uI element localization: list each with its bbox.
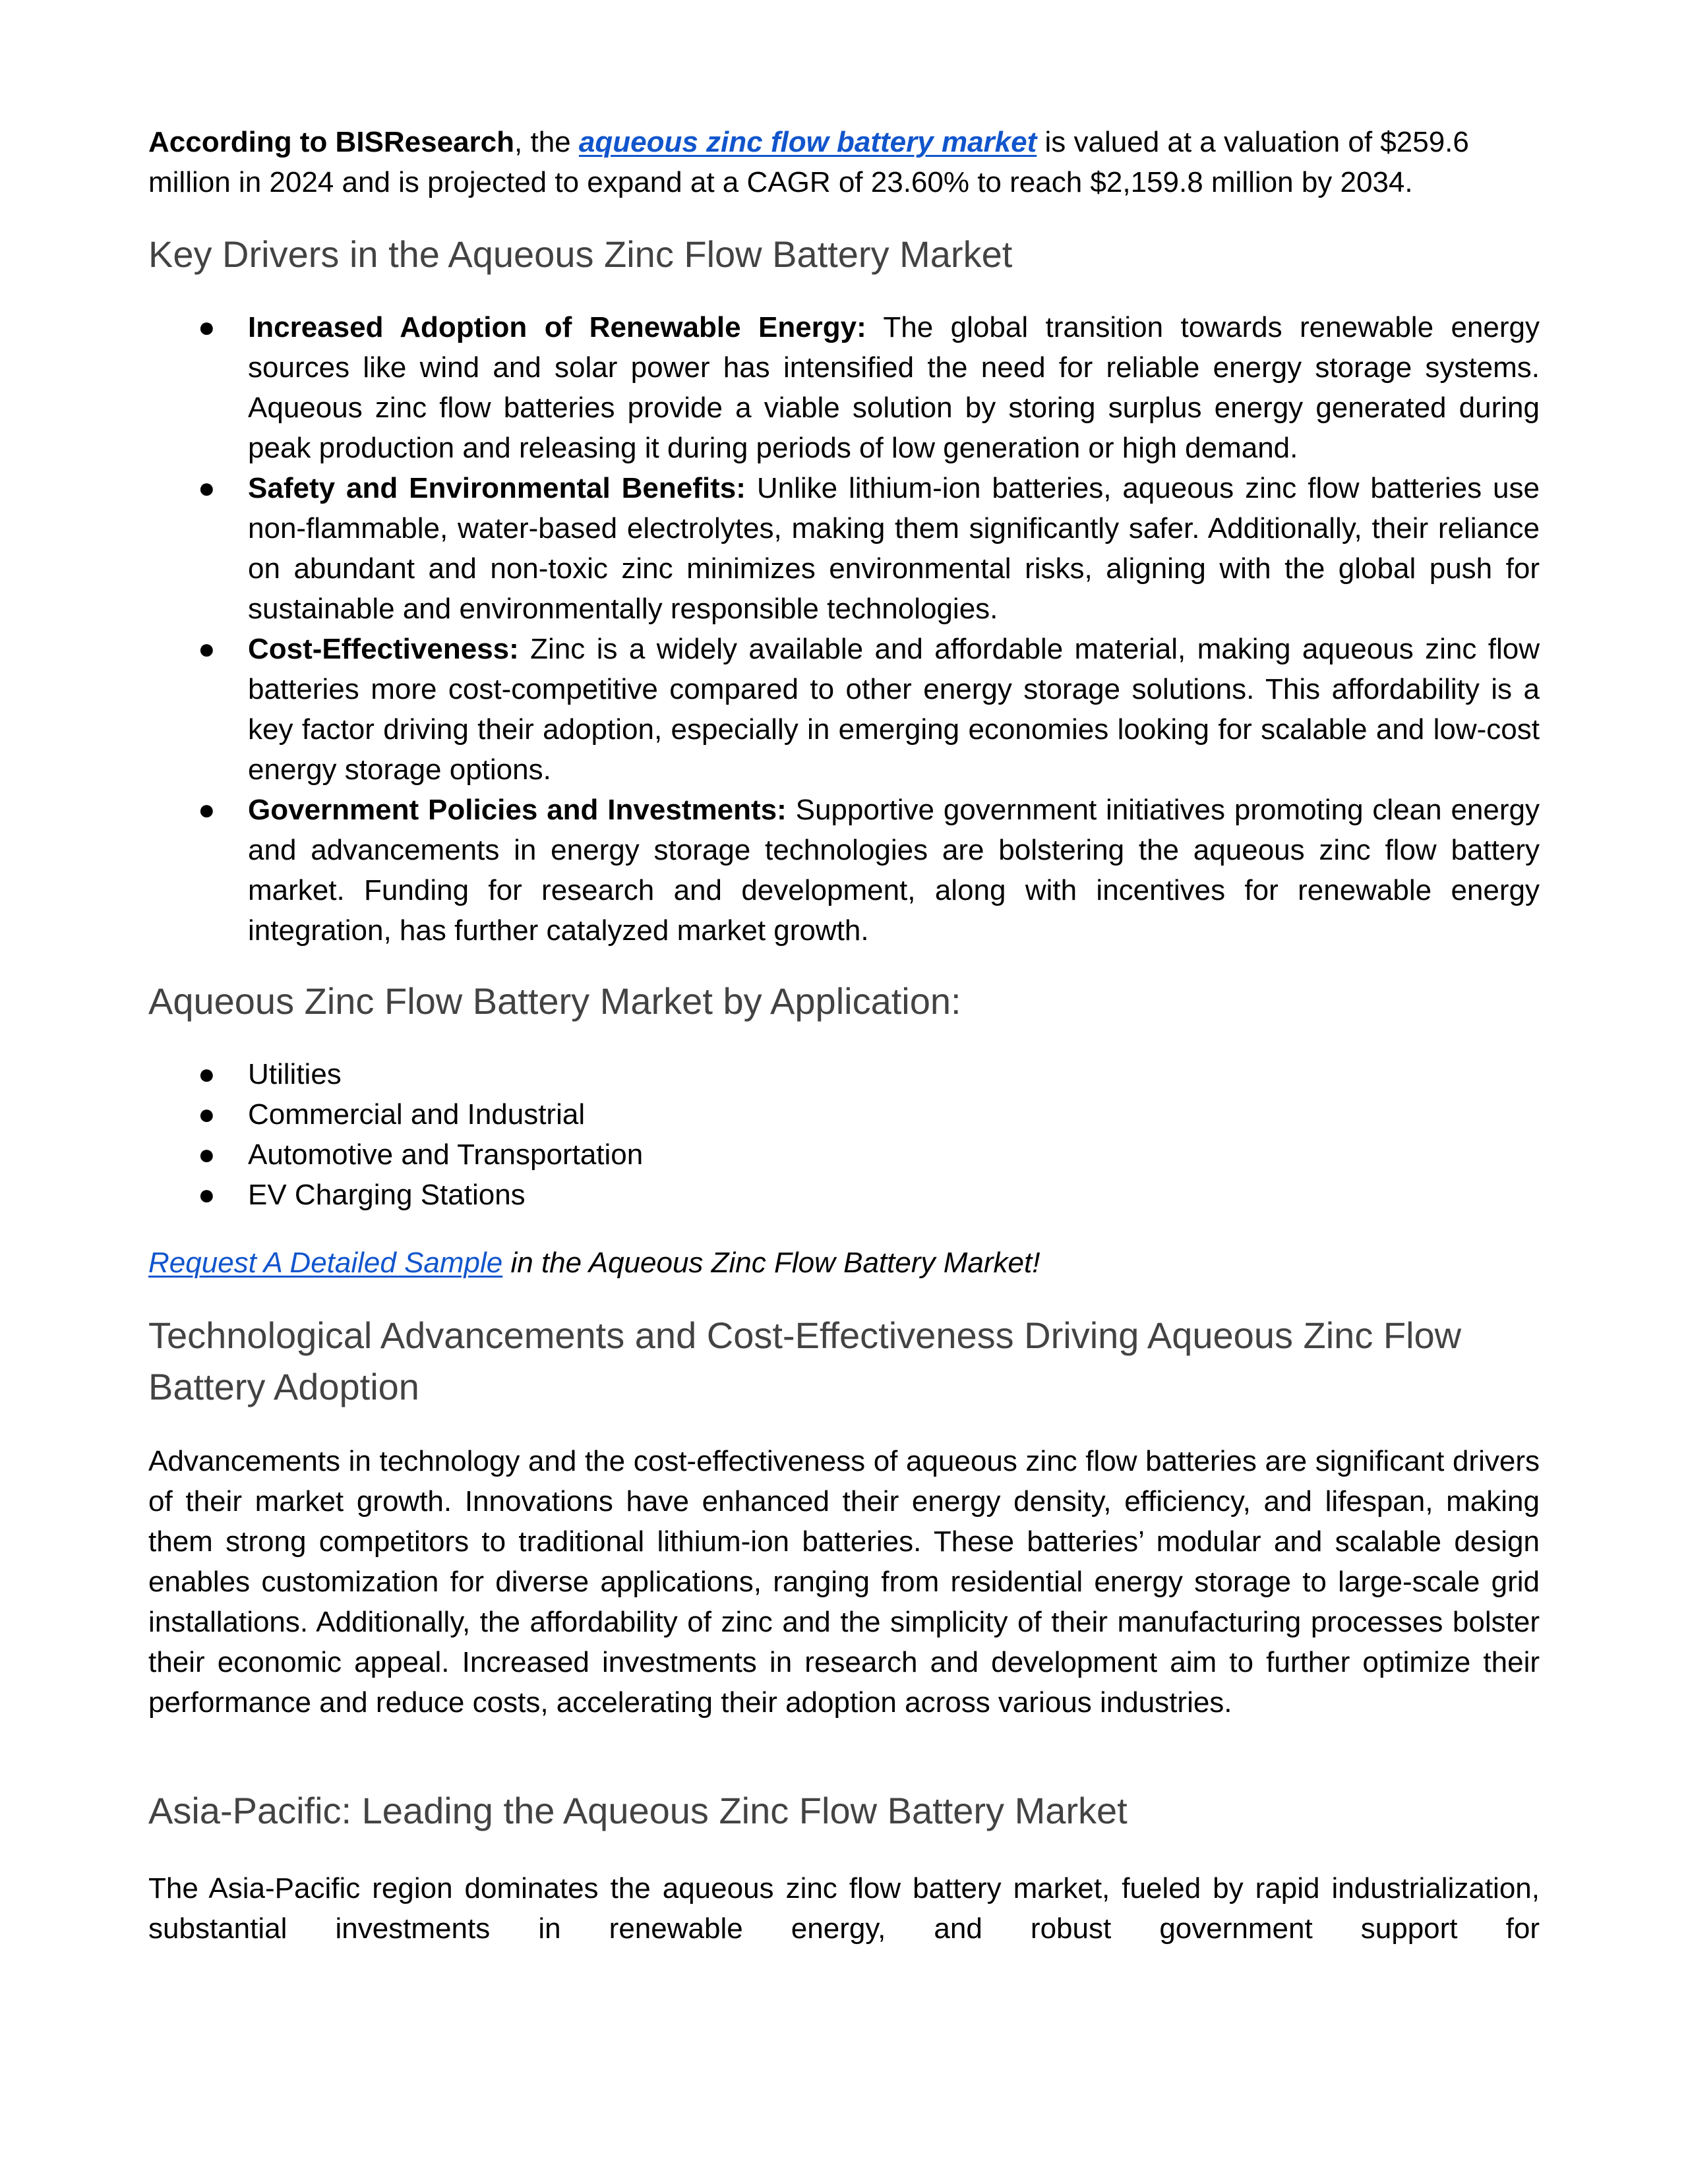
intro-text-b: is valued at a valuation of $259.6 million in 2024 and is projected to expand at a CAGR of 23.60% to reach $2,159.8 million by 2034. (148, 126, 1469, 198)
list-item (148, 1175, 1540, 1215)
heading-by-application: Aqueous Zinc Flow Battery Market by Application: (148, 980, 961, 1022)
bullet-icon: ● (198, 1138, 216, 1171)
application-item: Automotive and Transportation (248, 1138, 644, 1171)
heading-tech-advancements: Technological Advancements and Cost-Effectiveness Driving Aqueous Zinc Flow Battery Adoption (148, 1314, 1462, 1407)
bullet-icon: ● (198, 1179, 216, 1211)
application-item: Utilities (248, 1058, 342, 1090)
driver-text: Supportive government initiatives promoting clean energy and advancements in energy storage technologies are bolstering the aqueous zinc flow battery market. Funding for research and development, along with incentives for renewable energy integration, has further catalyzed market growth. (248, 794, 1540, 947)
intro-text-a: , the (514, 126, 579, 158)
sample-request-text: in the Aqueous Zinc Flow Battery Market! (502, 1247, 1040, 1279)
sample-request-line (148, 1243, 1540, 1283)
driver-text: Unlike lithium-ion batteries, aqueous zinc flow batteries use non-flammable, water-based electrolytes, making them significantly safer. Additionally, their reliance on abundant and non-toxic zinc minimizes environmental risks, aligning with the global push for sustainable and environmentally responsible technologies. (248, 472, 1540, 625)
list-item (148, 468, 1540, 629)
list-item (148, 307, 1540, 468)
bullet-icon: ● (198, 472, 216, 504)
driver-title: Government Policies and Investments: (248, 794, 787, 826)
intro-paragraph (148, 122, 1540, 202)
application-item: EV Charging Stations (248, 1179, 526, 1211)
bullet-icon: ● (198, 794, 216, 826)
list-item (148, 1054, 1540, 1094)
driver-text: Zinc is a widely available and affordable material, making aqueous zinc flow batteries more cost-competitive compared to other energy storage solutions. This affordability is a key factor driving their adoption, especially in emerging economies looking for scalable and low-cost energy storage options. (248, 633, 1540, 786)
list-item (148, 790, 1540, 951)
list-item (148, 629, 1540, 790)
driver-title: Cost-Effectiveness: (248, 633, 519, 665)
driver-title: Safety and Environmental Benefits: (248, 472, 746, 504)
heading-key-drivers: Key Drivers in the Aqueous Zinc Flow Battery Market (148, 233, 1013, 275)
asia-pacific-paragraph: The Asia-Pacific region dominates the aqueous zinc flow battery market, fueled by rapid industrialization, substantial investments in renewable energy, and robust government support for (148, 1872, 1540, 1945)
application-item: Commercial and Industrial (248, 1098, 586, 1131)
bullet-icon: ● (198, 1058, 216, 1090)
market-report-link[interactable]: aqueous zinc flow battery market (578, 126, 1037, 158)
drivers-list (148, 307, 1540, 951)
intro-source: According to BISResearch (148, 126, 515, 158)
bullet-icon: ● (198, 633, 216, 665)
bullet-icon: ● (198, 311, 216, 343)
driver-title: Increased Adoption of Renewable Energy: (248, 311, 866, 343)
heading-asia-pacific: Asia-Pacific: Leading the Aqueous Zinc Flow Battery Market (148, 1790, 1128, 1831)
application-list (148, 1054, 1540, 1215)
request-sample-link[interactable]: Request A Detailed Sample (148, 1247, 503, 1279)
bullet-icon: ● (198, 1098, 216, 1131)
list-item (148, 1094, 1540, 1135)
tech-paragraph: Advancements in technology and the cost-effectiveness of aqueous zinc flow batteries are significant drivers of their market growth. Innovations have enhanced their energy density, efficiency, and lifespan, making them strong competitors to traditional lithium-ion batteries. These batteries’ modular and scalable design enables customization for diverse applications, ranging from residential energy storage to large-scale grid installations. Additionally, the affordability of zinc and the simplicity of their manufacturing processes bolster their economic appeal. Increased investments in research and development aim to further optimize their performance and reduce costs, accelerating their adoption across various industries. (148, 1445, 1540, 1719)
list-item (148, 1135, 1540, 1175)
driver-text: The global transition towards renewable energy sources like wind and solar power has intensified the need for reliable energy storage systems. Aqueous zinc flow batteries provide a viable solution by storing surplus energy generated during peak production and releasing it during periods of low generation or high demand. (248, 311, 1540, 464)
